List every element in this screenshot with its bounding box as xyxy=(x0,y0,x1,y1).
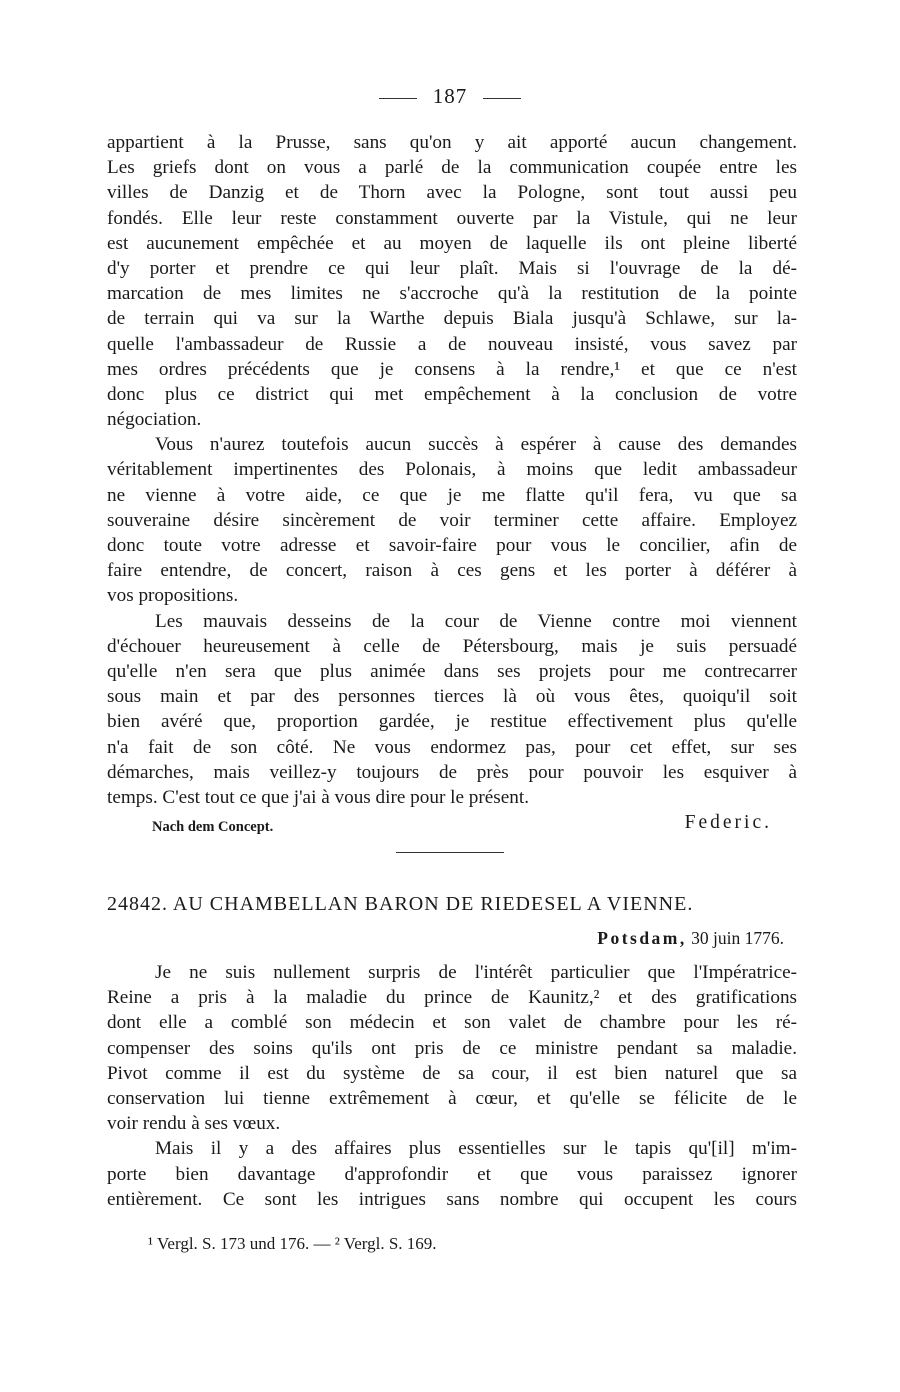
text-line: dont elle a comblé son médecin et son valet de chambre pour les ré- xyxy=(107,1012,797,1034)
signature: Federic. xyxy=(684,812,772,833)
text-line: Vous n'aurez toutefois aucun succès à espérer à cause des demandes xyxy=(155,434,797,456)
text-line: Reine a pris à la maladie du prince de Kaunitz,² et des gratifications xyxy=(107,987,797,1009)
text-line: temps. C'est tout ce que j'ai à vous dire pour le présent. xyxy=(107,786,530,808)
concept-note: Nach dem Concept. xyxy=(152,819,274,835)
text-line: appartient à la Prusse, sans qu'on y ait apporté aucun changement. xyxy=(107,132,797,153)
place-date-line xyxy=(597,928,784,949)
text-line: faire entendre, de concert, raison à ces gens et les porter à déférer à xyxy=(107,560,797,582)
letter-heading: 24842. AU CHAMBELLAN BARON DE RIEDESEL A VIENNE. xyxy=(107,893,694,915)
text-line: souveraine désire sincèrement de voir terminer cette affaire. Employez xyxy=(107,509,797,531)
letter-body-new xyxy=(107,960,797,1212)
text-line: de terrain qui va sur la Warthe depuis Biala jusqu'à Schlawe, sur la- xyxy=(107,308,797,330)
text-line: porte bien davantage d'approfondir et que vous paraissez ignorer xyxy=(107,1163,797,1185)
text-line: Pivot comme il est du système de sa cour, il est bien naturel que sa xyxy=(107,1062,797,1084)
text-line: démarches, mais veillez-y toujours de près pour pouvoir les esquiver à xyxy=(107,761,797,783)
footnotes: ¹ Vergl. S. 173 und 176. — ² Vergl. S. 169. xyxy=(148,1234,437,1253)
place: Potsdam, xyxy=(597,928,687,948)
text-line: fondés. Elle leur reste constamment ouverte par la Vistule, qui ne leur xyxy=(107,207,797,229)
text-line: villes de Danzig et de Thorn avec la Pologne, sont tout aussi peu xyxy=(107,182,797,204)
text-line: est aucunement empêchée et au moyen de laquelle ils ont pleine liberté xyxy=(107,232,797,254)
text-line: n'a fait de son côté. Ne vous endormez pas, pour cet effet, sur ses xyxy=(107,736,797,758)
text-line: d'y porter et prendre ce qui leur plaît. Mais si l'ouvrage de la dé- xyxy=(107,257,797,279)
text-line: qu'elle n'en sera que plus animée dans ses projets pour me contrecarrer xyxy=(107,660,797,682)
text-line: entièrement. Ce sont les intrigues sans nombre qui occupent les cours xyxy=(107,1188,797,1210)
text-line: Mais il y a des affaires plus essentielles sur le tapis qu'[il] m'im- xyxy=(155,1138,797,1160)
letter-body-continued xyxy=(107,130,797,810)
text-line: quelle l'ambassadeur de Russie a de nouveau insisté, vous savez par xyxy=(107,333,797,355)
date: 30 juin 1776. xyxy=(691,928,784,948)
text-line: négociation. xyxy=(107,409,202,431)
text-line: bien avéré que, proportion gardée, je restitue effectivement plus qu'elle xyxy=(107,711,797,733)
text-line: voir rendu à ses vœux. xyxy=(107,1113,281,1135)
text-line: d'échouer heureusement à celle de Pétersbourg, mais je suis persuadé xyxy=(107,635,797,657)
page-number: 187 xyxy=(432,84,468,108)
text-line: marcation de mes limites ne s'accroche qu'à la restitution de la pointe xyxy=(107,283,797,305)
text-line: donc plus ce district qui met empêchement à la conclusion de votre xyxy=(107,383,797,405)
text-line: compenser des soins qu'ils ont pris de ce ministre pendant sa maladie. xyxy=(107,1037,797,1059)
section-divider xyxy=(396,852,504,853)
text-line: ne vienne à votre aide, ce que je me flatte qu'il fera, vu que sa xyxy=(107,484,797,506)
header-dash-right xyxy=(483,98,521,99)
text-line: sous main et par des personnes tierces là où vous êtes, quoiqu'il soit xyxy=(107,686,797,708)
text-line: véritablement impertinentes des Polonais, à moins que ledit ambassadeur xyxy=(107,459,797,481)
text-line: vos propositions. xyxy=(107,585,239,607)
header-dash-left xyxy=(379,98,417,99)
text-line: conservation lui tienne extrêmement à cœur, et qu'elle se félicite de le xyxy=(107,1087,797,1109)
text-line: donc toute votre adresse et savoir-faire pour vous le concilier, afin de xyxy=(107,535,797,556)
page-number-header xyxy=(0,84,900,109)
text-line: mes ordres précédents que je consens à la rendre,¹ et que ce n'est xyxy=(107,358,797,380)
text-line: Les griefs dont on vous a parlé de la communication coupée entre les xyxy=(107,157,797,179)
text-line: Je ne suis nullement surpris de l'intérêt particulier que l'Impératrice- xyxy=(155,962,797,983)
closing-row xyxy=(152,812,772,838)
text-line: Les mauvais desseins de la cour de Vienne contre moi viennent xyxy=(155,610,797,632)
